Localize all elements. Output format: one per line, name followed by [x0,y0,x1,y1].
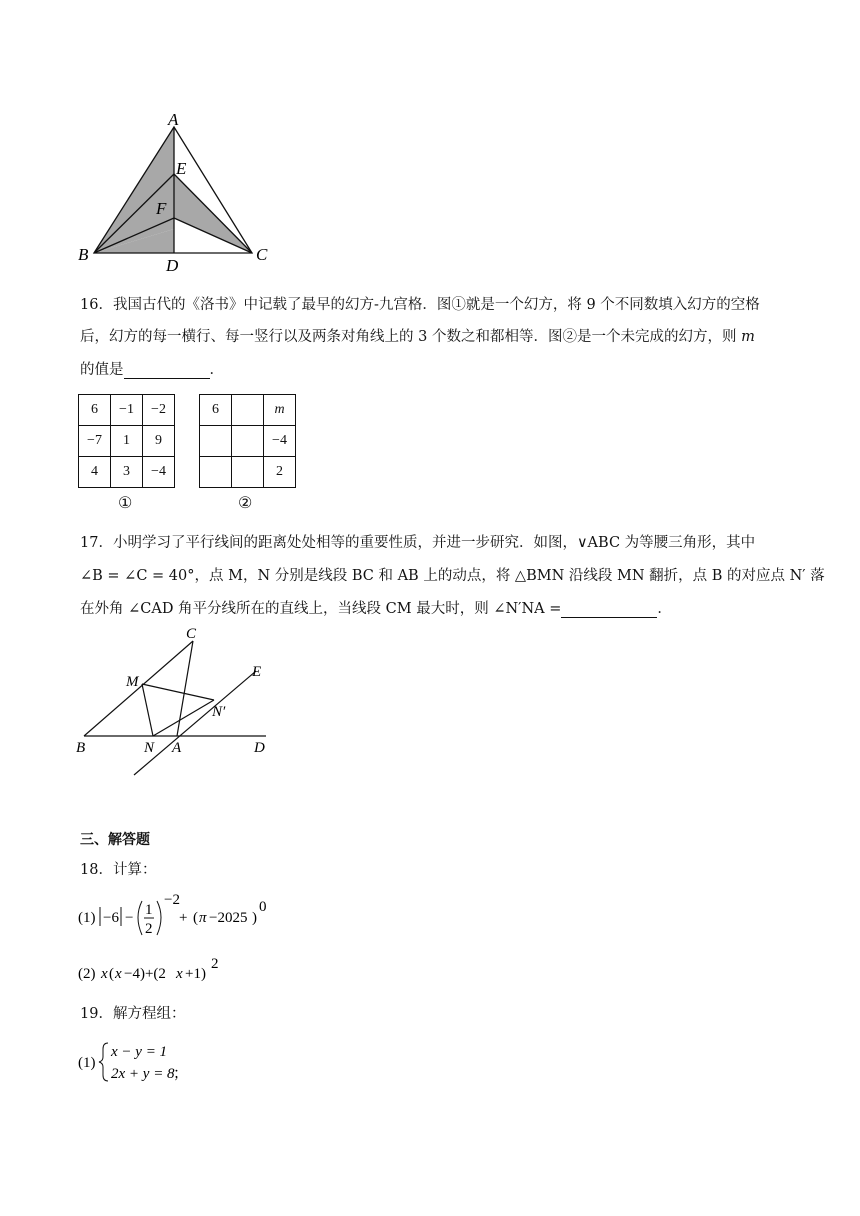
label-N-prime: N′ [212,704,226,720]
q16-answer-blank[interactable] [124,364,210,379]
q17-line-2: ∠B = ∠C = 40°，点 M，N 分别是线段 BC 和 AB 上的动点，将 △BMN 沿线段 MN 翻折，点 B 的对应点 N′ 落 [80,568,825,584]
label-B: B [78,245,89,264]
svg-text:(: ( [193,910,198,926]
label-F: F [156,199,167,218]
label-M: M [126,674,139,690]
q16-line-3 [80,358,224,379]
q19-p1-tag: (1) [78,1055,96,1071]
svg-text:x: x [176,966,183,982]
q16-line-1: 16．我国古代的《洛书》中记载了最早的幻方-九宫格．图①就是一个幻方，将 9 个不同数填入幻方的空格 [80,297,760,313]
grid1-cell: 4 [79,457,111,488]
label-C: C [256,245,268,264]
svg-text:−2: −2 [164,893,180,908]
q16-line-2 [80,325,755,346]
grid2-cell [232,457,264,488]
label-E: E [176,159,187,178]
q18-part1-formula [78,893,268,941]
magic-square-2 [199,394,296,488]
label-A: A [172,740,182,756]
label-D: D [166,256,179,275]
grid1-cell: 3 [111,457,143,488]
q19-part1-system [78,1037,198,1087]
grid2-cell [200,426,232,457]
grid2-cell [200,457,232,488]
q17-answer-blank[interactable] [561,603,657,618]
q18-title: 18．计算： [80,862,157,878]
svg-text:1: 1 [145,902,153,918]
q16-line-2-text: 后，幻方的每一横行、每一竖行以及两条对角线上的 3 个数之和都相等．图②是一个未完成的幻方，则 [80,329,737,345]
caption-1: ① [118,493,133,512]
label-N: N [144,740,155,756]
q17-end: ． [657,601,672,617]
grid2-cell [232,426,264,457]
q17-line-1: 17．小明学习了平行线间的距离处处相等的重要性质，并进一步研究．如图，∨ABC 为等腰三角形，其中 [80,535,756,551]
q17-line-3-text: 在外角 ∠CAD 角平分线所在的直线上，当线段 CM 最大时，则 ∠N′NA = [80,601,562,617]
q16-line-3-text: 的值是 [80,362,124,378]
section-heading: 三、解答题 [80,832,150,848]
svg-text:−: − [125,910,134,926]
grid2-cell: 2 [264,457,296,488]
svg-text:−4)+(2: −4)+(2 [124,966,166,982]
label-E: E [252,664,262,680]
grid1-cell: 9 [143,426,175,457]
q19-title: 19．解方程组： [80,1006,186,1022]
grid1-cell: 1 [111,426,143,457]
q18-part2-formula [78,957,238,987]
q16-var-m: m [741,329,755,345]
q19-eq1: x − y = 1 [111,1044,168,1060]
q18-p2-tag: (2) [78,966,96,982]
q16-end: ． [209,362,224,378]
svg-text:+: + [179,910,188,926]
label-A: A [168,110,179,129]
svg-text:x: x [101,966,108,982]
svg-text:2: 2 [211,957,219,972]
svg-text:−6: −6 [103,910,119,926]
folding-figure [74,625,274,780]
svg-text:): ) [252,910,257,926]
label-C: C [186,626,197,642]
grid2-cell: m [264,395,296,426]
svg-text:2: 2 [145,921,153,937]
grid1-cell: −7 [79,426,111,457]
grid1-cell: −4 [143,457,175,488]
grid2-cell: −4 [264,426,296,457]
grid1-cell: −1 [111,395,143,426]
svg-text:(: ( [109,966,114,982]
label-B: B [76,740,86,756]
svg-text:0: 0 [259,899,267,915]
magic-square-1 [78,394,175,488]
svg-text:−2025: −2025 [209,910,248,926]
q19-end: ； [173,1066,189,1082]
q17-line-3 [80,597,672,618]
svg-text:+1): +1) [185,966,206,982]
label-D: D [254,740,265,756]
svg-text:π: π [199,910,207,926]
triangle-figure [76,108,276,278]
q18-p1-tag: (1) [78,910,96,926]
grid1-cell: −2 [143,395,175,426]
grid2-cell [232,395,264,426]
caption-2: ② [238,493,253,512]
grid2-cell: 6 [200,395,232,426]
svg-text:x: x [115,966,122,982]
grid1-cell: 6 [79,395,111,426]
q19-eq2: 2x + y = 8 [111,1066,175,1082]
